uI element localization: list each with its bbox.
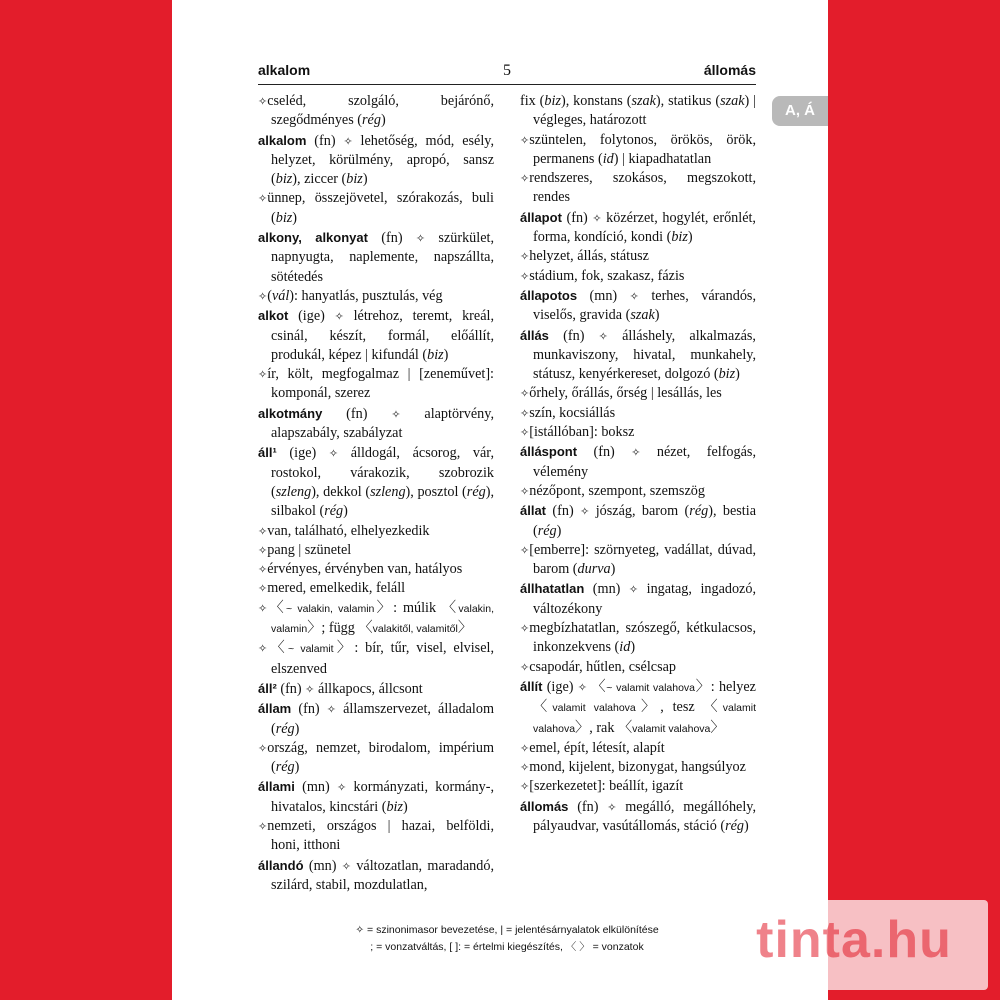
watermark-text: tinta.hu <box>756 911 952 969</box>
synonym-marker-icon: ✧ <box>258 563 268 577</box>
synonym-marker-icon: ✧ <box>258 642 268 656</box>
right-red-border <box>828 0 1000 1000</box>
synonym-marker-icon: ✧ <box>577 680 588 694</box>
synonym-marker-icon: ✧ <box>520 269 530 283</box>
synonym-marker-icon: ✧ <box>258 741 268 755</box>
synonym-marker-icon: ✧ <box>258 192 268 206</box>
right-column <box>520 92 756 836</box>
sense-line: ✧pang | szünetel <box>258 541 352 558</box>
legend-line-2: ; = vonzatváltás, [ ]: = értelmi kiegészítés, 〈 〉 = vonzatok <box>370 941 644 953</box>
synonym-marker-icon: ✧ <box>520 484 530 498</box>
sense-line: ✧[istállóban]: boksz <box>520 424 635 441</box>
sense-line: ✧cseléd, szolgáló, bejárónő, szegődményes (rég) <box>258 93 494 129</box>
left-column <box>258 92 494 895</box>
synonym-marker-icon: ✧ <box>520 406 530 420</box>
synonym-marker-icon: ✧ <box>258 524 268 538</box>
header-rule <box>258 84 756 85</box>
sense-line: ✧ünnep, összejövetel, szórakozás, buli (biz) <box>258 190 494 226</box>
synonym-marker-icon: ✧ <box>258 289 268 303</box>
synonym-marker-icon: ✧ <box>258 543 268 557</box>
synonym-marker-icon: ✧ <box>631 446 641 460</box>
synonym-marker-icon: ✧ <box>520 741 530 755</box>
dictionary-entry: állandó (mn) ✧ változatlan, maradandó, szilárd, stabil, mozdulatlan, <box>258 857 494 893</box>
synonym-marker-icon: ✧ <box>520 543 530 557</box>
dictionary-entry: állomás (fn) ✧ megálló, megállóhely, pályaudvar, vasútállomás, stáció (rég) <box>520 798 756 834</box>
synonym-marker-icon: ✧ <box>629 289 639 303</box>
sense-line: ✧emel, épít, létesít, alapít <box>520 739 665 756</box>
synonym-marker-icon: ✧ <box>520 660 530 674</box>
dictionary-entry: állat (fn) ✧ jószág, barom (rég), bestia (rég) <box>520 503 756 539</box>
sense-line: ✧stádium, fok, szakasz, fázis <box>520 267 685 284</box>
synonym-marker-icon: ✧ <box>258 368 268 382</box>
sense-line: ✧[emberre]: szörnyeteg, vadállat, dúvad, barom (durva) <box>520 541 756 578</box>
synonym-marker-icon: ✧ <box>520 133 530 147</box>
synonym-marker-icon: ✧ <box>305 682 315 696</box>
synonym-marker-icon: ✧ <box>592 211 602 225</box>
watermark-logo <box>720 900 988 990</box>
synonym-marker-icon: ✧ <box>628 583 639 597</box>
sense-line: ✧őrhely, őrállás, őrség | lesállás, les <box>520 385 722 402</box>
synonym-marker-icon: ✧ <box>520 622 530 636</box>
synonym-marker-icon: ✧ <box>258 582 268 596</box>
sense-line: ✧nézőpont, szempont, szemszög <box>520 482 705 499</box>
synonym-marker-icon: ✧ <box>607 800 617 814</box>
sense-line: ✧helyzet, állás, státusz <box>520 248 649 265</box>
sense-line: ✧〈~ valamit〉: bír, tűr, visel, elvisel, elszenved <box>258 640 494 677</box>
sense-line: ✧〈~ valakin, valamin〉: múlik 〈valakin, valamin〉; függ 〈valakitől, valamitől〉 <box>258 599 494 637</box>
sense-line: ✧megbízhatatlan, szószegő, kétkulacsos, inkonzekvens (id) <box>520 620 756 656</box>
thumb-index-tab[interactable]: A, Á <box>772 96 828 126</box>
sense-line: ✧mond, kijelent, bizonygat, hangsúlyoz <box>520 759 746 776</box>
symbol-legend <box>258 922 756 956</box>
dictionary-entry: állít (ige) ✧ 〈~ valamit valahova〉: helyez 〈valamit valahova〉, tesz 〈valamit valahova〉, rak 〈valamit valahova〉 <box>520 678 756 736</box>
dictionary-entry: áll¹ (ige) ✧ álldogál, ácsorog, vár, rostokol, várakozik, szobrozik (szleng), dekkol (szleng), posztol (rég), silbakol (rég) <box>258 445 494 520</box>
synonym-marker-icon: ✧ <box>598 329 608 343</box>
left-red-border <box>0 0 172 1000</box>
synonym-marker-icon: ✧ <box>343 134 353 148</box>
sense-line: ✧(vál): hanyatlás, pusztulás, vég <box>258 287 443 304</box>
synonym-marker-icon: ✧ <box>415 232 426 246</box>
sense-line: fix (biz), konstans (szak), statikus (szak) | végleges, határozott <box>520 93 756 129</box>
dictionary-entry: állapot (fn) ✧ közérzet, hogylét, erőnlét, forma, kondíció, kondi (biz) <box>520 209 756 246</box>
dictionary-entry: áll² (fn) ✧ állkapocs, állcsont <box>258 680 423 697</box>
synonym-marker-icon: ✧ <box>520 387 530 401</box>
dictionary-entry: alkalom (fn) ✧ lehetőség, mód, esély, helyzet, körülmény, apropó, sansz (biz), ziccer (biz) <box>258 132 494 188</box>
right-guide-word: állomás <box>703 62 756 78</box>
sense-line: ✧rendszeres, szokásos, megszokott, rendes <box>520 170 756 206</box>
synonym-marker-icon: ✧ <box>520 172 530 186</box>
synonym-marker-icon: ✧ <box>520 761 530 775</box>
dictionary-entry: álláspont (fn) ✧ nézet, felfogás, vélemény <box>520 444 756 480</box>
synonym-marker-icon: ✧ <box>328 447 339 461</box>
synonym-marker-icon: ✧ <box>520 426 530 440</box>
legend-line-1: ✧ = szinonimasor bevezetése, | = jelentésárnyalatok elkülönítése <box>355 924 659 936</box>
synonym-marker-icon: ✧ <box>520 780 530 794</box>
sense-line: ✧csapodár, hűtlen, csélcsap <box>520 658 676 675</box>
sense-line: ✧ír, költ, megfogalmaz | [zeneművet]: komponál, szerez <box>258 366 494 402</box>
sense-line: ✧van, található, elhelyezkedik <box>258 522 430 539</box>
dictionary-entry: állami (mn) ✧ kormányzati, kormány-, hivatalos, kincstári (biz) <box>258 779 494 815</box>
synonym-marker-icon: ✧ <box>334 310 344 324</box>
dictionary-entry: alkony, alkonyat (fn) ✧ szürkület, napnyugta, naplemente, napszállta, sötétedés <box>258 230 494 285</box>
sense-line: ✧ország, nemzet, birodalom, impérium (rég) <box>258 739 494 776</box>
synonym-marker-icon: ✧ <box>326 703 336 717</box>
dictionary-entry: állam (fn) ✧ államszervezet, álladalom (rég) <box>258 701 494 737</box>
sense-line: ✧szín, kocsiállás <box>520 404 616 421</box>
sense-line: ✧[szerkezetet]: beállít, igazít <box>520 778 684 795</box>
synonym-marker-icon: ✧ <box>520 250 530 264</box>
synonym-marker-icon: ✧ <box>258 819 268 833</box>
dictionary-entry: állás (fn) ✧ álláshely, alkalmazás, munkaviszony, hivatal, munkahely, státusz, kenyérkereset, dolgozó (biz) <box>520 327 756 383</box>
page-number: 5 <box>503 62 511 79</box>
synonym-marker-icon: ✧ <box>258 95 268 108</box>
synonym-marker-icon: ✧ <box>580 505 590 519</box>
sense-line: ✧nemzeti, országos | hazai, belföldi, honi, itthoni <box>258 817 494 854</box>
sense-line: ✧érvényes, érvényben van, hatályos <box>258 561 463 578</box>
left-guide-word: alkalom <box>258 62 311 78</box>
synonym-marker-icon: ✧ <box>337 781 347 795</box>
dictionary-entry: állhatatlan (mn) ✧ ingatag, ingadozó, változékony <box>520 581 756 617</box>
synonym-marker-icon: ✧ <box>258 601 268 615</box>
dictionary-entry: alkot (ige) ✧ létrehoz, teremt, kreál, csinál, készít, formál, előállít, produkál, képez | kifundál (biz) <box>258 308 494 363</box>
dictionary-entry: alkotmány (fn) ✧ alaptörvény, alapszabály, szabályzat <box>258 405 494 442</box>
synonym-marker-icon: ✧ <box>391 407 401 421</box>
page-header <box>258 62 756 82</box>
synonym-marker-icon: ✧ <box>341 859 351 873</box>
sense-line: ✧mered, emelkedik, feláll <box>258 580 406 597</box>
dictionary-entry: állapotos (mn) ✧ terhes, várandós, viselős, gravida (szak) <box>520 287 756 324</box>
sense-line: ✧szüntelen, folytonos, örökös, örök, permanens (id) | kiapadhatatlan <box>520 131 756 167</box>
